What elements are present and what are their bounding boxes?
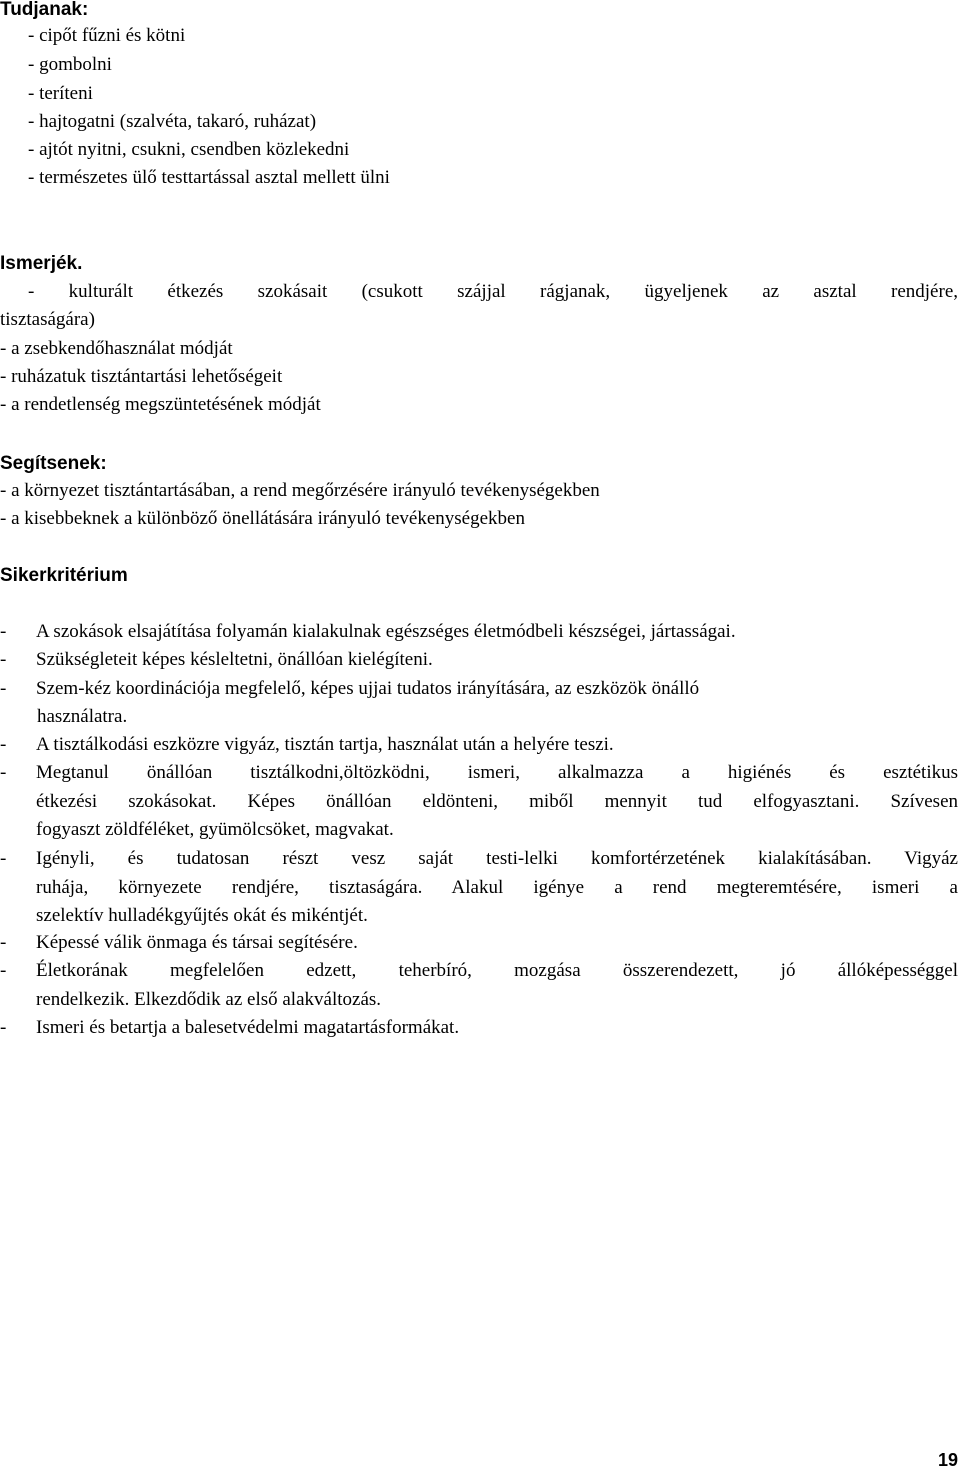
section-heading-sikerkriterium: Sikerkritérium	[0, 565, 128, 586]
list-item: - teríteni	[28, 83, 93, 104]
page-number: 19	[937, 1450, 958, 1470]
criterion-line: Életkorának megfelelően edzett, teherbíró, mozgása összerendezett, jó állóképességgel	[36, 960, 958, 981]
section-heading-segitsenek: Segítsenek:	[0, 453, 107, 474]
criterion-line: étkezési szokásokat. Képes önállóan eldönteni, miből mennyit tud elfogyasztani. Szívesen	[36, 790, 958, 812]
criterion-item	[36, 957, 958, 1014]
criterion-line: ruhája, környezete rendjére, tisztaságára. Alakul igénye a rend megteremtésére, ismeri a	[36, 876, 958, 898]
criterion-line: Igényli, és tudatosan részt vesz saját testi-lelki komfortérzetének kialakításában. Vigyáz	[36, 848, 958, 869]
list-item: - gombolni	[28, 54, 112, 75]
list-item: - cipőt fűzni és kötni	[28, 25, 186, 46]
bullet-dash: -	[0, 621, 7, 642]
list-item: - a rendetlenség megszüntetésének módját	[0, 394, 321, 415]
list-item: - ajtót nyitni, csukni, csendben közlekedni	[28, 139, 350, 160]
list-item: - hajtogatni (szalvéta, takaró, ruházat)	[28, 111, 317, 132]
list-item: - a zsebkendőhasználat módját	[0, 338, 233, 359]
criterion-item-continuation: használatra.	[37, 706, 128, 727]
list-item: - a kisebbeknek a különböző önellátására irányuló tevékenységekben	[0, 508, 525, 529]
bullet-dash: -	[0, 848, 7, 869]
bullet-dash: -	[0, 1017, 7, 1038]
bullet-dash: -	[0, 734, 7, 755]
section-heading-tudjanak: Tudjanak:	[0, 0, 89, 20]
section-heading-ismerjek: Ismerjék.	[0, 253, 83, 274]
criterion-item: Képessé válik önmaga és társai segítésére.	[36, 932, 358, 953]
criterion-item: Ismeri és betartja a balesetvédelmi magatartásformákat.	[36, 1017, 460, 1038]
criterion-item: Szükségleteit képes késleltetni, önállóan kielégíteni.	[36, 649, 433, 670]
criterion-item: A szokások elsajátítása folyamán kialakulnak egészséges életmódbeli készségei, jártasságai.	[36, 621, 736, 642]
criterion-item: Szem-kéz koordinációja megfelelő, képes ujjai tudatos irányítására, az eszközök önálló	[36, 678, 700, 699]
bullet-dash: -	[0, 960, 7, 981]
criterion-item	[36, 759, 958, 845]
criterion-line: szelektív hulladékgyűjtés okát és mikéntjét.	[36, 905, 368, 927]
criterion-line: rendelkezik. Elkezdődik az első alakváltozás.	[36, 988, 382, 1010]
list-item: - természetes ülő testtartással asztal mellett ülni	[28, 167, 390, 188]
bullet-dash: -	[0, 649, 7, 670]
criterion-line: fogyaszt zöldféléket, gyümölcsöket, magvakat.	[36, 819, 394, 841]
list-item: - a környezet tisztántartásában, a rend megőrzésére irányuló tevékenységekben	[0, 480, 600, 501]
list-item: - kulturált étkezés szokásait (csukott szájjal rágjanak, ügyeljenek az asztal rendjére,	[28, 281, 958, 302]
criterion-item: A tisztálkodási eszközre vigyáz, tisztán tartja, használat után a helyére teszi.	[36, 734, 614, 755]
list-item: - ruházatuk tisztántartási lehetőségeit	[0, 366, 283, 387]
bullet-dash: -	[0, 932, 7, 953]
list-item-continuation: tisztaságára)	[0, 309, 95, 330]
bullet-dash: -	[0, 762, 7, 783]
criterion-item	[36, 845, 958, 931]
bullet-dash: -	[0, 678, 7, 699]
criterion-line: Megtanul önállóan tisztálkodni,öltözködni, ismeri, alkalmazza a higiénés és esztétikus	[36, 762, 958, 783]
